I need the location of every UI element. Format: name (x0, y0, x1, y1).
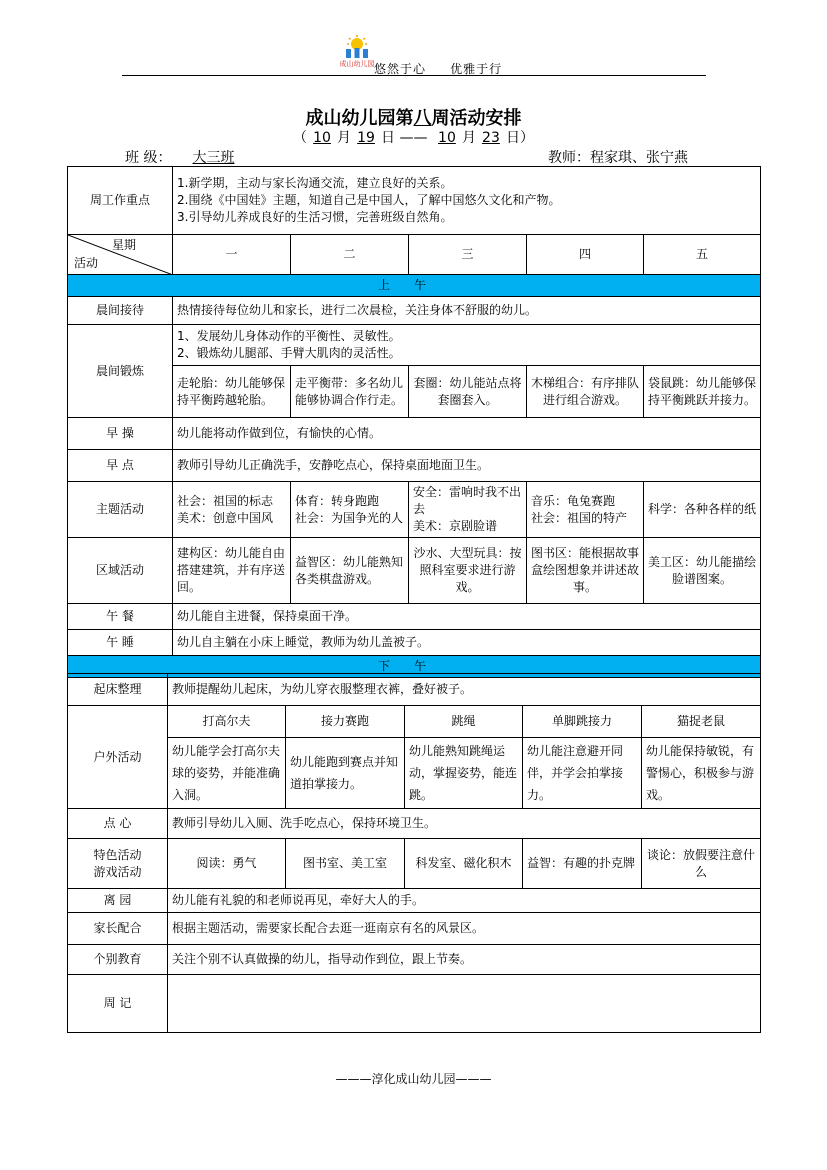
weekly-focus-row (68, 167, 761, 235)
row-label: 周工作重点 (68, 167, 173, 235)
outdoor-goal: 幼儿能注意避开同伴，并学会拍掌接力。 (523, 738, 642, 809)
theme-day: 社会：祖国的标志 美术：创意中国风 (173, 482, 291, 538)
special-day: 谈论：放假要注意什么 (642, 839, 761, 889)
area-day: 益智区：幼儿能熟知各类棋盘游戏。 (291, 538, 409, 604)
area-day: 图书区：能根据故事盒绘图想象并讲述故事。 (527, 538, 644, 604)
exercise-row: 晨间锻炼 1、发展幼儿身体动作的平衡性、灵敏性。 2、锻炼幼儿腿部、手臂大肌肉的灵活性。 (68, 325, 761, 366)
area-day: 美工区：幼儿能描绘脸谱图案。 (644, 538, 761, 604)
nap-row: 午 睡 幼儿自主躺在小床上睡觉，教师为幼儿盖被子。 (68, 630, 761, 656)
day-header: 五 (644, 235, 761, 275)
exercise-goal: 1、发展幼儿身体动作的平衡性、灵敏性。 (177, 329, 401, 343)
area-day: 沙水、大型玩具：按照科室要求进行游戏。 (409, 538, 527, 604)
special-day: 益智：有趣的扑克牌 (523, 839, 642, 889)
outdoor-game: 单脚跳接力 (523, 706, 642, 738)
outdoor-game: 接力赛跑 (286, 706, 405, 738)
theme-day: 体育：转身跑跑 社会：为国争光的人 (291, 482, 409, 538)
special-day: 图书室、美工室 (286, 839, 405, 889)
theme-day: 音乐：龟兔赛跑 社会：祖国的特产 (527, 482, 644, 538)
afternoon-snack-row: 点 心 教师引导幼儿入厕、洗手吃点心，保持环境卫生。 (68, 809, 761, 839)
outdoor-goal: 幼儿能保持敏锐，有警惕心，积极参与游戏。 (642, 738, 761, 809)
date-range: （ 10 月 19 日 —— 10 月 23 日） (293, 130, 534, 146)
day-header: 四 (527, 235, 644, 275)
outdoor-goal: 幼儿能熟知跳绳运动，掌握姿势，能连跳。 (405, 738, 523, 809)
outdoor-goal: 幼儿能学会打高尔夫球的姿势，并能准确入洞。 (168, 738, 286, 809)
kindergarten-logo (340, 34, 374, 68)
theme-day: 科学：各种各样的纸 (644, 482, 761, 538)
area-row: 区域活动 建构区：幼儿能自由搭建建筑，并有序送回。 益智区：幼儿能熟知各类棋盘游戏。 沙水、大型玩具：按照科室要求进行游戏。 图书区：能根据故事盒绘图想象并讲述故事。 美工区：幼儿能描绘脸谱图案。 (68, 538, 761, 604)
motto: 悠然于心 优雅于行 (374, 62, 503, 76)
page-title: 成山幼儿园第八周活动安排 (305, 108, 522, 129)
outdoor-games-row: 户外活动 打高尔夫 接力赛跑 跳绳 单脚跳接力 猫捉老鼠 (68, 706, 761, 738)
outdoor-goal: 幼儿能跑到赛点并知道拍掌接力。 (286, 738, 405, 809)
outdoor-game: 跳绳 (405, 706, 523, 738)
exercise-day: 套圈：幼儿能站点将套圈套入。 (409, 366, 527, 418)
outdoor-game: 打高尔夫 (168, 706, 286, 738)
diagonal-header-cell: 星期 活动 (68, 235, 173, 275)
weekday-header-row (68, 235, 761, 275)
day-header: 一 (173, 235, 291, 275)
afternoon-banner: 下午 (68, 656, 761, 678)
schedule-table-afternoon (67, 673, 761, 1033)
schedule-table-morning (67, 166, 761, 678)
focus-item: 2.围绕《中国娃》主题，知道自己是中国人，了解中国悠久文化和产物。 (177, 193, 561, 207)
area-day: 建构区：幼儿能自由搭建建筑，并有序送回。 (173, 538, 291, 604)
exercise-day: 木梯组合：有序排队进行组合游戏。 (527, 366, 644, 418)
special-day: 科发室、磁化积木 (405, 839, 523, 889)
drill-row: 早 操 幼儿能将动作做到位，有愉快的心情。 (68, 418, 761, 450)
notes-row: 周 记 (68, 975, 761, 1033)
weekly-focus-list (173, 167, 761, 235)
exercise-day: 走平衡带：多名幼儿能够协调合作行走。 (291, 366, 409, 418)
morning-banner: 上午 (68, 275, 761, 297)
svg-text:成山幼儿园: 成山幼儿园 (340, 60, 374, 68)
lunch-row: 午 餐 幼儿能自主进餐，保持桌面干净。 (68, 604, 761, 630)
theme-day: 安全：雷响时我不出去 美术：京剧脸谱 (409, 482, 527, 538)
outdoor-game: 猫捉老鼠 (642, 706, 761, 738)
footer: ———淳化成山幼儿园——— (335, 1072, 492, 1086)
header-rule (122, 75, 706, 76)
day-header: 三 (409, 235, 527, 275)
parents-row: 家长配合 根据主题活动，需要家长配合去逛一逛南京有名的风景区。 (68, 913, 761, 945)
snack-row: 早 点 教师引导幼儿正确洗手，安静吃点心，保持桌面地面卫生。 (68, 450, 761, 482)
theme-row: 主题活动 社会：祖国的标志 美术：创意中国风 体育：转身跑跑 社会：为国争光的人 安全：雷响时我不出去 美术：京剧脸谱 音乐：龟兔赛跑 社会：祖国的特产 科学：各种各样的纸 (68, 482, 761, 538)
individual-row: 个别教育 关注个别不认真做操的幼儿，指导动作到位，跟上节奏。 (68, 945, 761, 975)
teacher-info: 教师：程家琪、张宁燕 (548, 150, 688, 166)
outdoor-goals-row (68, 738, 761, 809)
day-header: 二 (291, 235, 409, 275)
special-activity-row: 特色活动 游戏活动 阅读：勇气 图书室、美工室 科发室、磁化积木 益智：有趣的扑克牌 谈论：放假要注意什么 (68, 839, 761, 889)
wake-row: 起床整理 教师提醒幼儿起床，为幼儿穿衣服整理衣裤，叠好被子。 (68, 674, 761, 706)
leave-row: 离 园 幼儿能有礼貌的和老师说再见，牵好大人的手。 (68, 889, 761, 913)
class-info: 班 级： 大三班 (125, 150, 235, 166)
reception-row: 晨间接待 热情接待每位幼儿和家长，进行二次晨检，关注身体不舒服的幼儿。 (68, 297, 761, 325)
special-day: 阅读：勇气 (168, 839, 286, 889)
week-number: 八 (413, 108, 432, 129)
exercise-goal: 2、锻炼幼儿腿部、手臂大肌肉的灵活性。 (177, 346, 401, 360)
focus-item: 3.引导幼儿养成良好的生活习惯，完善班级自然角。 (177, 210, 453, 224)
exercise-day: 袋鼠跳：幼儿能够保持平衡跳跃并接力。 (644, 366, 761, 418)
exercise-day: 走轮胎：幼儿能够保持平衡跨越轮胎。 (173, 366, 291, 418)
focus-item: 1.新学期，主动与家长沟通交流，建立良好的关系。 (177, 176, 453, 190)
